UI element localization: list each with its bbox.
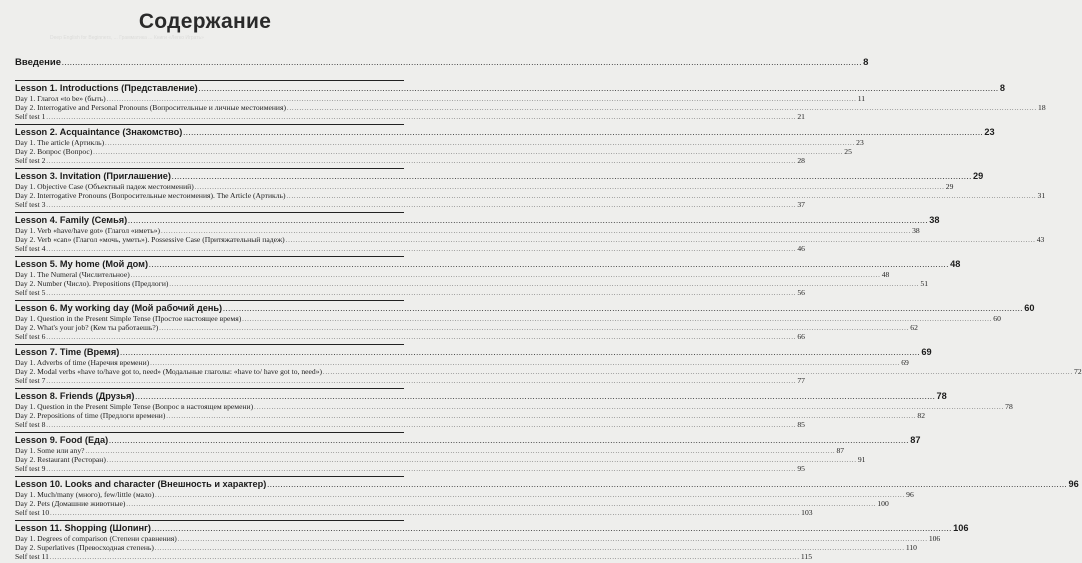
dot-leader: ............................................................................................................................................................................................................................................................................................................ [194,185,945,191]
toc-lesson-row [15,168,984,182]
toc-entry-title: Day 1. Question in the Present Simple Tense (Простое настоящее время) [15,314,242,323]
dot-leader: ............................................................................................................................................................................................................................................................................................................ [171,175,973,181]
toc-page-number: 11 [857,94,866,103]
toc-entry-title: Day 1. Some или any? [15,446,85,455]
toc-item-row [15,138,864,147]
toc-page-number: 56 [797,288,805,297]
toc-item-row [15,455,866,464]
dot-leader: ............................................................................................................................................................................................................................................................................................................ [49,555,800,561]
toc-item-row [15,270,890,279]
toc-entry-title: Self test 11 [15,552,49,561]
toc-entry-title: Self test 10 [15,508,50,517]
toc-entry-title: Lesson 7. Time (Время) [15,347,120,357]
dot-leader: ............................................................................................................................................................................................................................................................................................................ [198,87,999,93]
bleed-through-text: Deep English for Beginners, ... Грамматика ... Книги «Легко Играть» [50,35,204,41]
toc-page-number: 62 [910,323,918,332]
toc-page-number: 87 [836,446,845,455]
toc-item-row [15,323,918,332]
toc-page-number: 106 [953,523,969,533]
toc-entry-title: Day 1. Degrees of comparison (Степени сравнения) [15,534,177,543]
toc-entry-title: Lesson 11. Shopping (Шопинг) [15,523,151,533]
toc-page-number: 106 [928,534,941,543]
toc-entry-title: Day 1. Adverbs of time (Наречия времени) [15,358,150,367]
toc-page-number: 78 [936,391,947,401]
toc-entry-title: Day 1. Much/many (много), few/little (мало) [15,490,155,499]
toc-page-number: 8 [863,57,869,68]
toc-entry-title: Day 1. Question in the Present Simple Tense (Вопрос в настоящем времени) [15,402,254,411]
toc-lesson-row [15,124,995,138]
toc-entry-title: Day 1. Verb «have/have got» (Глагол «иметь») [15,226,161,235]
toc-lesson-row [15,388,947,402]
toc-entry-title: Day 2. Modal verbs «have to/have got to, need» (Модальные глаголы: «have to/ have got to, need») [15,367,323,376]
table-of-contents [15,57,1082,561]
toc-item-row [15,402,1013,411]
dot-leader: ............................................................................................................................................................................................................................................................................................................ [150,361,901,367]
toc-item-row [15,552,812,561]
toc-item-row [15,411,925,420]
toc-page-number: 82 [917,411,925,420]
toc-page-number: 29 [945,182,954,191]
toc-item-row [15,508,813,517]
toc-item-row [15,420,805,429]
toc-intro-row [15,57,869,71]
toc-page-number: 66 [797,332,805,341]
toc-page-number: 23 [984,127,995,137]
toc-lesson-row [15,256,961,270]
toc-page-number: 31 [1037,191,1046,200]
toc-entry-title: Lesson 4. Family (Семья) [15,215,128,225]
toc-page-number: 85 [797,420,805,429]
toc-entry-title: Введение [15,57,62,68]
toc-page-number: 69 [901,358,909,367]
toc-page-number: 38 [912,226,920,235]
dot-leader: ............................................................................................................................................................................................................................................................................................................ [120,351,921,357]
dot-leader: ............................................................................................................................................................................................................................................................................................................ [159,326,910,332]
toc-item-row [15,499,889,508]
toc-lesson-row [15,300,1035,314]
dot-leader: ............................................................................................................................................................................................................................................................................................................ [50,511,801,517]
toc-entry-title: Lesson 2. Acquaintance (Знакомство) [15,127,183,137]
toc-entry-title: Day 2. What's your job? (Кем ты работаешь?) [15,323,159,332]
toc-lesson-row [15,476,1079,490]
dot-leader: ............................................................................................................................................................................................................................................................................................................ [93,150,844,156]
dot-leader: ............................................................................................................................................................................................................................................................................................................ [286,194,1037,200]
toc-entry-title: Day 2. Superlatives (Превосходная степень) [15,543,154,552]
page-title: Содержание [138,10,272,33]
toc-item-row [15,156,805,165]
dot-leader: ............................................................................................................................................................................................................................................................................................................ [46,467,797,473]
toc-lesson-row [15,212,940,226]
dot-leader: ............................................................................................................................................................................................................................................................................................................ [169,282,920,288]
toc-entry-title: Self test 8 [15,420,46,429]
toc-page-number: 110 [905,543,917,552]
toc-page-number: 69 [921,347,932,357]
toc-lesson-row [15,344,932,358]
dot-leader: ............................................................................................................................................................................................................................................................................................................ [46,379,797,385]
toc-entry-title: Self test 1 [15,112,46,121]
toc-item-row [15,446,845,455]
dot-leader: ............................................................................................................................................................................................................................................................................................................ [323,370,1074,376]
dot-leader: ............................................................................................................................................................................................................................................................................................................ [287,106,1038,112]
dot-leader: ............................................................................................................................................................................................................................................................................................................ [135,395,936,401]
toc-page-number: 38 [929,215,940,225]
dot-leader: ............................................................................................................................................................................................................................................................................................................ [46,423,797,429]
dot-leader: ............................................................................................................................................................................................................................................................................................................ [154,546,905,552]
dot-leader: ............................................................................................................................................................................................................................................................................................................ [46,115,797,121]
toc-page-number: 78 [1005,402,1013,411]
toc-item-row [15,376,805,385]
toc-page-number: 46 [797,244,805,253]
toc-page-number: 100 [877,499,889,508]
dot-leader: ............................................................................................................................................................................................................................................................................................................ [254,405,1005,411]
toc-item-row [15,314,1001,323]
toc-entry-title: Lesson 9. Food (Еда) [15,435,109,445]
dot-leader: ............................................................................................................................................................................................................................................................................................................ [267,483,1068,489]
toc-entry-title: Self test 4 [15,244,46,253]
toc-page-number: 8 [999,83,1005,93]
dot-leader: ............................................................................................................................................................................................................................................................................................................ [106,458,857,464]
dot-leader: ............................................................................................................................................................................................................................................................................................................ [149,263,950,269]
toc-item-row [15,332,805,341]
toc-item-row [15,279,929,288]
toc-entry-title: Day 1. The Numeral (Числительное) [15,270,130,279]
toc-item-row [15,235,1045,244]
dot-leader: ............................................................................................................................................................................................................................................................................................................ [177,537,928,543]
toc-entry-title: Day 2. Interrogative Pronouns (Вопросительные местоимения). The Article (Артикль) [15,191,286,200]
toc-page-number: 60 [1024,303,1035,313]
toc-item-row [15,103,1046,112]
dot-leader: ............................................................................................................................................................................................................................................................................................................ [62,61,863,67]
dot-leader: ............................................................................................................................................................................................................................................................................................................ [85,449,836,455]
toc-item-row [15,147,852,156]
toc-item-row [15,358,909,367]
toc-page-number: 91 [857,455,866,464]
toc-entry-title: Self test 6 [15,332,46,341]
toc-entry-title: Day 2. Pets (Домашние животные) [15,499,126,508]
dot-leader: ............................................................................................................................................................................................................................................................................................................ [166,414,917,420]
toc-page-number: 51 [920,279,929,288]
toc-lesson-row [15,80,1005,94]
toc-entry-title: Day 2. Number (Число). Prepositions (Предлоги) [15,279,169,288]
dot-leader: ............................................................................................................................................................................................................................................................................................................ [223,307,1024,313]
dot-leader: ............................................................................................................................................................................................................................................................................................................ [46,159,797,165]
toc-item-row [15,543,917,552]
toc-item-row [15,367,1082,376]
toc-page-number: 48 [881,270,890,279]
toc-entry-title: Day 1. Глагол «to be» (быть) [15,94,106,103]
dot-leader: ............................................................................................................................................................................................................................................................................................................ [128,219,929,225]
toc-page-number: 43 [1036,235,1045,244]
dot-leader: ............................................................................................................................................................................................................................................................................................................ [46,203,797,209]
toc-page-number: 60 [993,314,1001,323]
toc-entry-title: Day 1. The article (Артикль) [15,138,105,147]
dot-leader: ............................................................................................................................................................................................................................................................................................................ [242,317,993,323]
dot-leader: ............................................................................................................................................................................................................................................................................................................ [285,238,1036,244]
toc-entry-title: Day 2. Prepositions of time (Предлоги времени) [15,411,166,420]
toc-entry-title: Day 2. Restaurant (Ресторан) [15,455,106,464]
dot-leader: ............................................................................................................................................................................................................................................................................................................ [126,502,877,508]
toc-entry-title: Lesson 10. Looks and character (Внешность и характер) [15,479,267,489]
dot-leader: ............................................................................................................................................................................................................................................................................................................ [130,273,881,279]
toc-entry-title: Self test 5 [15,288,46,297]
toc-item-row [15,191,1046,200]
toc-page-number: 115 [800,552,812,561]
toc-item-row [15,226,920,235]
toc-entry-title: Self test 3 [15,200,46,209]
toc-item-row [15,534,941,543]
toc-entry-title: Lesson 6. My working day (Мой рабочий день) [15,303,223,313]
toc-page-number: 28 [797,156,805,165]
toc-item-row [15,200,805,209]
dot-leader: ............................................................................................................................................................................................................................................................................................................ [155,493,906,499]
dot-leader: ............................................................................................................................................................................................................................................................................................................ [46,335,797,341]
toc-page-number: 95 [797,464,805,473]
toc-page-number: 72 [1074,367,1082,376]
toc-entry-title: Lesson 8. Friends (Друзья) [15,391,135,401]
toc-lesson-row [15,520,969,534]
toc-page-number: 37 [797,200,805,209]
toc-entry-title: Self test 7 [15,376,46,385]
dot-leader: ............................................................................................................................................................................................................................................................................................................ [183,131,984,137]
toc-item-row [15,244,805,253]
toc-page-number: 23 [856,138,864,147]
dot-leader: ............................................................................................................................................................................................................................................................................................................ [106,97,857,103]
toc-entry-title: Lesson 5. My home (Мой дом) [15,259,149,269]
toc-lesson-row [15,432,921,446]
toc-entry-title: Lesson 3. Invitation (Приглашение) [15,171,171,181]
toc-page-number: 21 [797,112,805,121]
toc-page-number: 77 [797,376,805,385]
dot-leader: ............................................................................................................................................................................................................................................................................................................ [109,439,910,445]
toc-entry-title: Day 2. Вопрос (Вопрос) [15,147,93,156]
toc-entry-title: Day 2. Interrogative and Personal Pronouns (Вопросительные и личные местоимения) [15,103,287,112]
toc-entry-title: Self test 9 [15,464,46,473]
toc-entry-title: Self test 2 [15,156,46,165]
toc-item-row [15,288,805,297]
toc-item-row [15,182,954,191]
dot-leader: ............................................................................................................................................................................................................................................................................................................ [105,141,856,147]
toc-page-number: 29 [973,171,984,181]
dot-leader: ............................................................................................................................................................................................................................................................................................................ [46,291,797,297]
toc-entry-title: Lesson 1. Introductions (Представление) [15,83,198,93]
toc-item-row [15,94,866,103]
toc-page-number: 18 [1038,103,1046,112]
toc-item-row [15,464,805,473]
toc-item-row [15,490,914,499]
toc-page-number: 87 [910,435,921,445]
dot-leader: ............................................................................................................................................................................................................................................................................................................ [46,247,797,253]
toc-page-number: 25 [844,147,852,156]
dot-leader: ............................................................................................................................................................................................................................................................................................................ [161,229,912,235]
toc-page-number: 103 [801,508,813,517]
toc-page-number: 48 [950,259,961,269]
toc-page-number: 96 [1068,479,1079,489]
toc-page-number: 96 [906,490,914,499]
toc-entry-title: Day 2. Verb «can» (Глагол «мочь, уметь»). Possessive Case (Притяжательный падеж) [15,235,285,244]
toc-entry-title: Day 1. Objective Case (Объектный падеж местоимений) [15,182,194,191]
dot-leader: ............................................................................................................................................................................................................................................................................................................ [151,527,953,533]
toc-item-row [15,112,805,121]
